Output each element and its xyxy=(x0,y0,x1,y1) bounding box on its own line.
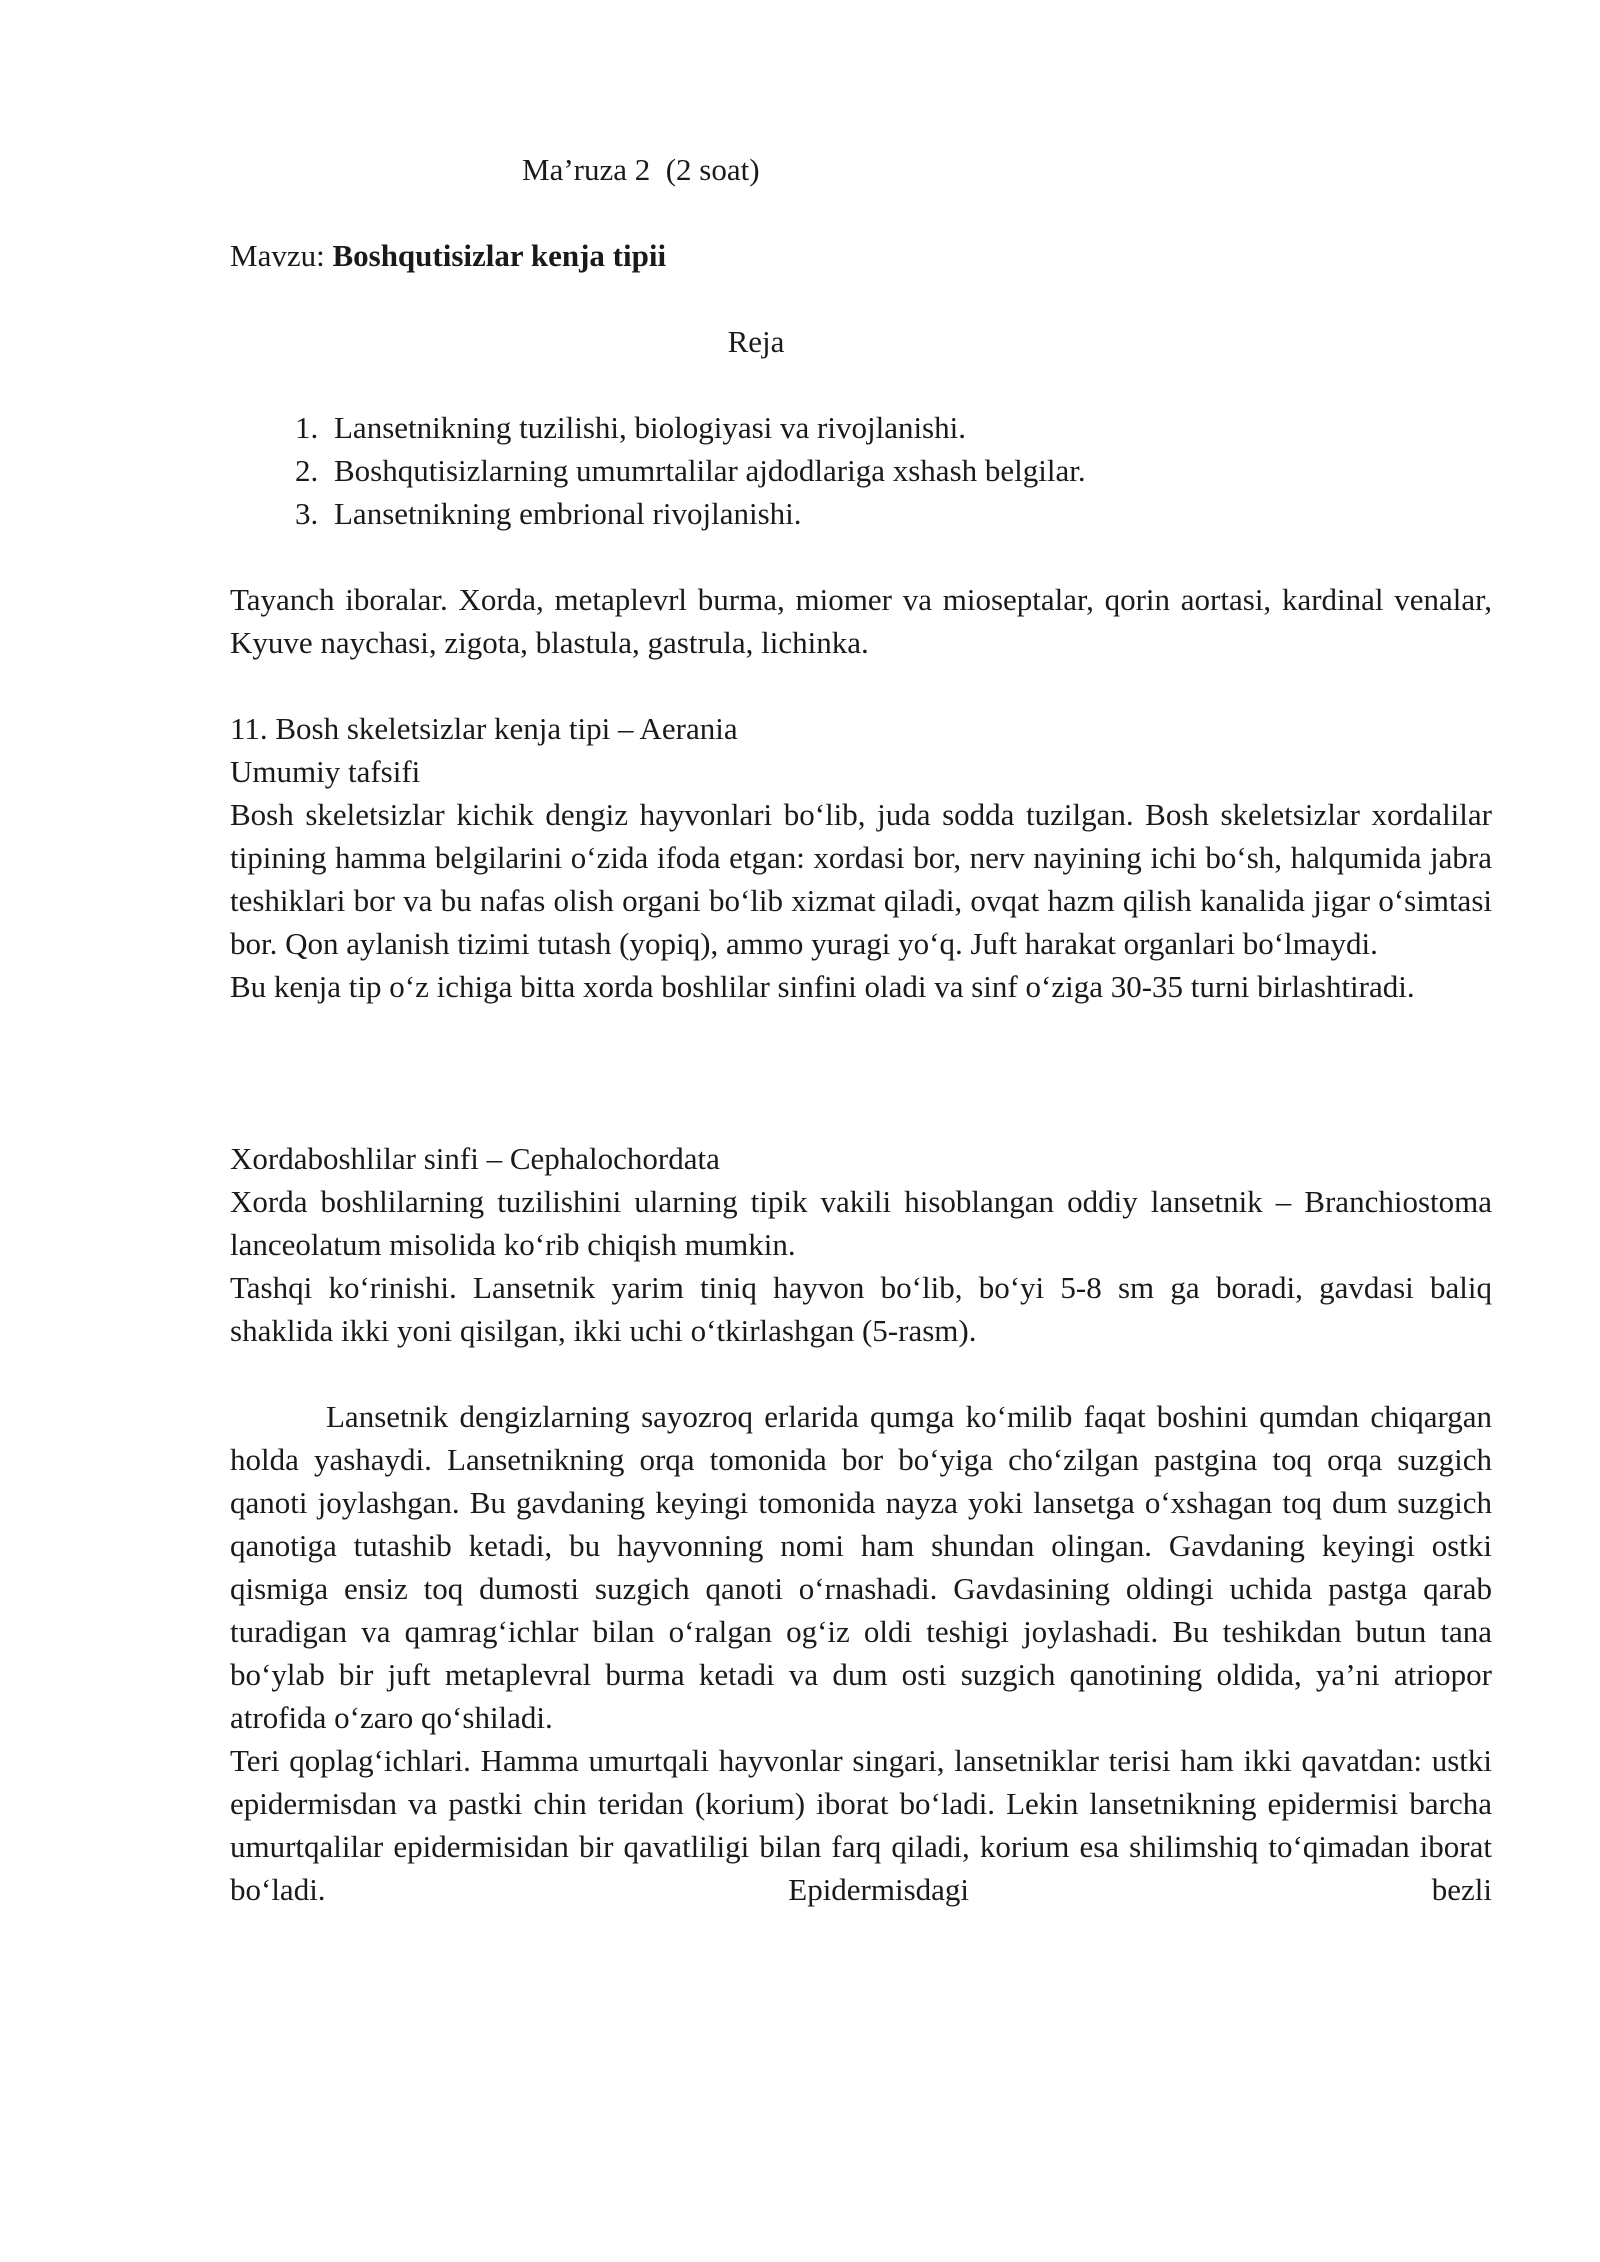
keywords-paragraph: Tayanch iboralar. Xorda, metaplevrl burma, miomer va mioseptalar, qorin aortasi, kardinal venalar, Kyuve naychasi, zigota, blastula, gastrula, lichinka. xyxy=(230,582,1492,660)
section2-paragraph: Xorda boshlilarning tuzilishini ularning tipik vakili hisoblangan oddiy lansetnik – Branchiostoma lanceolatum misolida ko‘rib chiqish mumkin. xyxy=(230,1184,1492,1262)
lecture-title: Ma’ruza 2 (2 soat) xyxy=(522,152,760,187)
plan-title: Reja xyxy=(727,324,785,359)
section2-paragraph: Teri qoplag‘ichlari. Hamma umurtqali hayvonlar singari, lansetniklar terisi ham ikki qavatdan: ustki epidermisdan va pastki chin teridan (korium) iborat bo‘ladi. Lekin lansetnikning epidermisi barcha umurtqalilar epidermisidan bir qavatliligi bilan farq qiladi, korium esa shilimshiq to‘qimadan iborat bo‘ladi. Epidermisdagi bezli xyxy=(230,1743,1492,1907)
section1-paragraph: Bosh skeletsizlar kichik dengiz hayvonlari bo‘lib, juda sodda tuzilgan. Bosh skeletsizlar xordalilar tipining hamma belgilarini o‘zida ifoda etgan: xordasi bor, nerv nayining ichi bo‘sh, halqumida jabra teshiklari bor va bu nafas olish organi bo‘lib xizmat qiladi, ovqat hazm qilish kanalida jigar o‘simtasi bor. Qon aylanish tizimi tutash (yopiq), ammo yuragi yo‘q. Juft harakat organlari bo‘lmaydi. xyxy=(230,797,1492,961)
document-page xyxy=(230,148,1492,1911)
section1-title: 11. Bosh skeletsizlar kenja tipi – Aerania xyxy=(230,711,738,746)
section1-subtitle: Umumiy tafsifi xyxy=(230,754,421,789)
section2-paragraph: Tashqi ko‘rinishi. Lansetnik yarim tiniq hayvon bo‘lib, bo‘yi 5-8 sm ga boradi, gavdasi baliq shaklida ikki yoni qisilgan, ikki uchi o‘tkirlashgan (5-rasm). xyxy=(230,1270,1492,1348)
section2-title: Xordaboshlilar sinfi – Cephalochordata xyxy=(230,1141,720,1176)
topic-label: Mavzu: xyxy=(230,238,333,273)
plan-item: 3. Lansetnikning embrional rivojlanishi. xyxy=(326,492,1492,535)
plan-item: 1. Lansetnikning tuzilishi, biologiyasi va rivojlanishi. xyxy=(326,406,1492,449)
topic-line xyxy=(230,234,1492,277)
topic-title: Boshqutisizlar kenja tipii xyxy=(332,238,667,273)
plan-item: 2. Boshqutisizlarning umumrtalilar ajdodlariga xshash belgilar. xyxy=(326,449,1492,492)
section1-paragraph: Bu kenja tip o‘z ichiga bitta xorda boshlilar sinfini oladi va sinf o‘ziga 30-35 turni birlashtiradi. xyxy=(230,969,1415,1004)
plan-list xyxy=(230,406,1492,535)
section2-paragraph: Lansetnik dengizlarning sayozroq erlarida qumga ko‘milib faqat boshini qumdan chiqargan holda yashaydi. Lansetnikning orqa tomonida bor bo‘yiga cho‘zilgan pastgina toq orqa suzgich qanoti joylashgan. Bu gavdaning keyingi tomonida nayza yoki lansetga o‘xshagan toq dum suzgich qanotiga tutashib ketadi, bu hayvonning nomi ham shundan olingan. Gavdaning keyingi ostki qismiga ensiz toq dumosti suzgich qanoti o‘rnashadi. Gavdasining oldingi uchida pastga qarab turadigan va qamrag‘ichlar bilan o‘ralgan og‘iz oldi teshigi joylashadi. Bu teshikdan butun tana bo‘ylab bir juft metaplevral burma ketadi va dum osti suzgich qanotining oldida, ya’ni atriopor atrofida o‘zaro qo‘shiladi. xyxy=(230,1399,1492,1735)
